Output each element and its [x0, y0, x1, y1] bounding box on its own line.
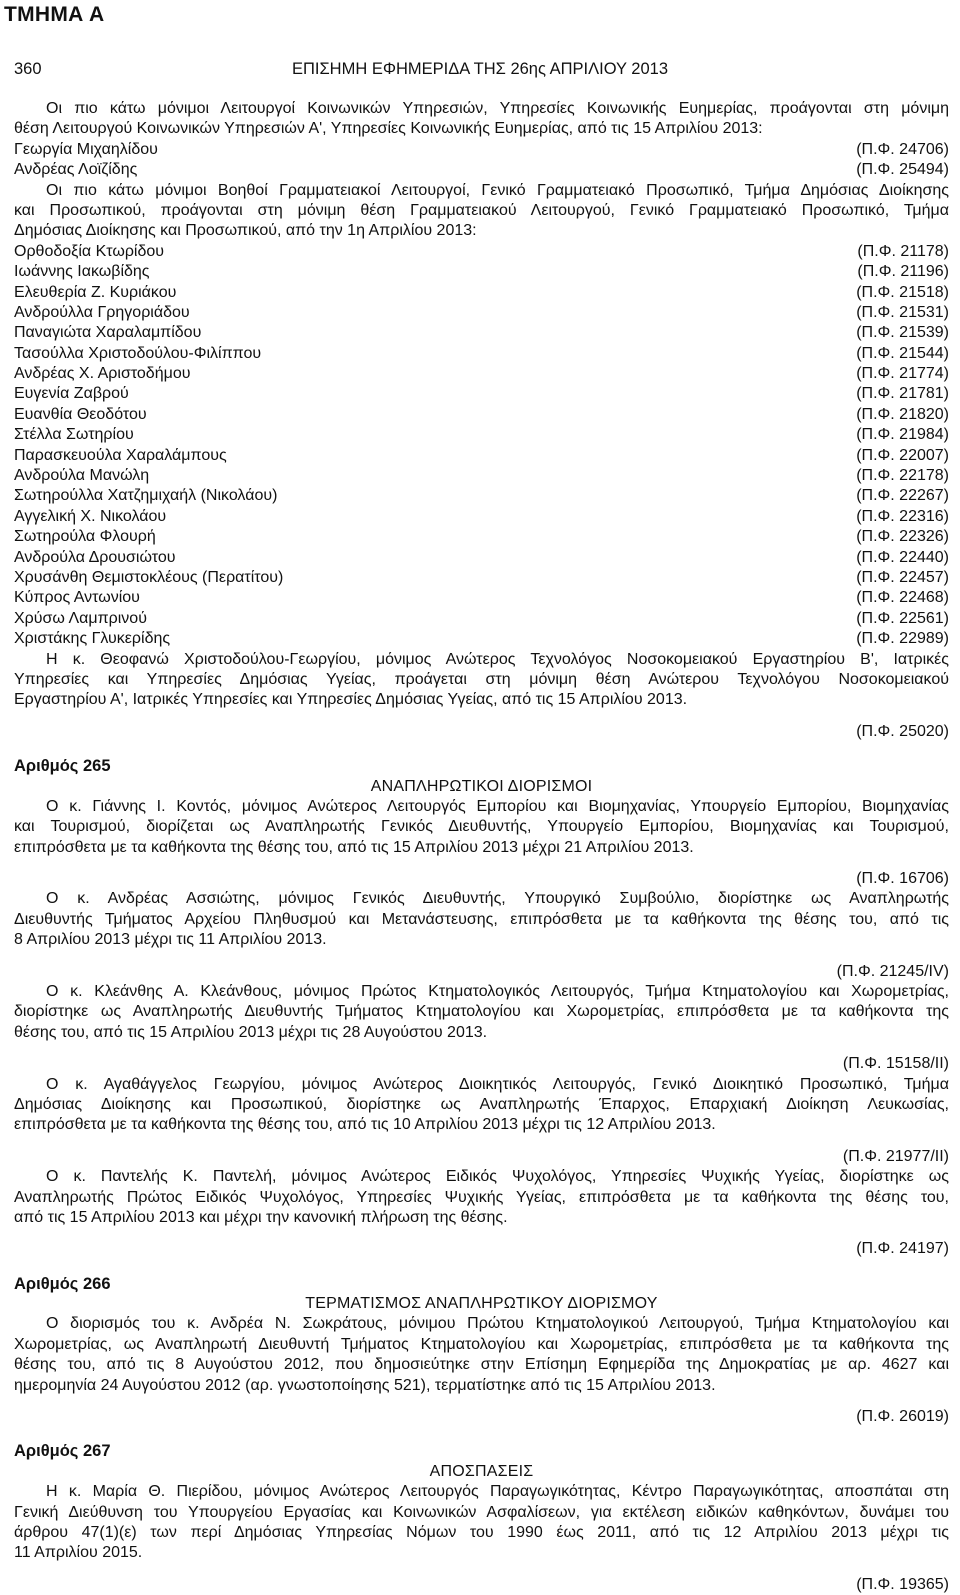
- notice-number: Αριθμός 267: [14, 1442, 111, 1461]
- page-number: 360: [14, 60, 42, 78]
- promotion-block-lab: [14, 650, 949, 743]
- file-ref: (Π.Φ. 21984): [856, 426, 949, 444]
- paragraph-line: Οι πιο κάτω μόνιμοι Λειτουργοί Κοινωνικών Υπηρεσιών, Υπηρεσίες Κοινωνικής Ευημερίας, προάγονται στη μόνιμη: [46, 100, 949, 117]
- person-name: Σωτηρούλλα Χατζημιχαήλ (Νικολάου): [14, 487, 278, 505]
- paragraph-line: θέση Λειτουργού Κοινωνικών Υπηρεσιών Α', Υπηρεσίες Κοινωνικής Ευημερίας, από τις 15 Απριλίου 2013:: [14, 120, 763, 138]
- file-ref: (Π.Φ. 22267): [856, 487, 949, 505]
- person-row: [14, 344, 949, 364]
- person-name: Ανδρούλα Μανώλη: [14, 467, 150, 485]
- paragraph-line: από τις 15 Απριλίου 2013 και μέχρι την κανονική πλήρωση της θέσης.: [14, 1208, 508, 1226]
- paragraph-line: 11 Απριλίου 2015.: [14, 1544, 143, 1562]
- person-name: Σωτηρούλα Φλουρή: [14, 528, 156, 546]
- person-row: [14, 425, 949, 445]
- person-name: Ανδρούλα Δρουσιώτου: [14, 548, 176, 566]
- file-ref: (Π.Φ. 22178): [856, 467, 949, 485]
- person-row: [14, 507, 949, 527]
- file-ref: (Π.Φ. 21539): [856, 324, 949, 342]
- paragraph-line: Ο κ. Αγαθάγγελος Γεωργίου, μόνιμος Ανώτερος Διοικητικός Λειτουργός, Γενικό Διοικητικό Προσωπικό, Τμήμα: [46, 1075, 949, 1093]
- page-header: [14, 60, 946, 84]
- file-ref: (Π.Φ. 25494): [856, 161, 949, 179]
- paragraph-line: Χωρομετρίας, ως Αναπληρωτή Διευθυντή Τμήματος Κτηματολογίου και Χωρομετρίας, επιπρόσθετα με τα καθήκοντα της: [14, 1335, 949, 1353]
- paragraph-line: επιπρόσθετα με τα καθήκοντα της θέσης του, από τις 10 Απριλίου 2013 μέχρι τις 12 Απριλίου 2013.: [14, 1116, 716, 1134]
- paragraph-line: Η κ. Μαρία Θ. Πιερίδου, μόνιμος Ανώτερος Λειτουργός Παραγωγικότητας, Κέντρο Παραγωγικότητας, αποσπάται στη: [46, 1483, 949, 1501]
- appointment-list: [14, 797, 949, 1260]
- notice-266: [14, 1274, 949, 1428]
- person-row: [14, 364, 949, 384]
- document-body: [14, 99, 949, 1595]
- file-ref: (Π.Φ. 24197): [856, 1240, 949, 1258]
- person-name: Τασούλλα Χριστοδούλου-Φιλίππου: [14, 344, 262, 362]
- person-name: Χρυσάνθη Θεμιστοκλέους (Περατίτου): [14, 568, 284, 586]
- gazette-title: ΕΠΙΣΗΜΗ ΕΦΗΜΕΡΙΔΑ ΤΗΣ 26ης ΑΠΡΙΛΙΟΥ 2013: [291, 60, 669, 78]
- paragraph-line: Υπηρεσίες και Υπηρεσίες Δημόσιας Υγείας, προάγεται στη μόνιμη θέση Ανώτερου Τεχνολόγου Νοσοκομειακού: [14, 670, 949, 688]
- notice-title: ΑΝΑΠΛΗΡΩΤΙΚΟΙ ΔΙΟΡΙΣΜΟΙ: [370, 777, 593, 795]
- person-name: Χριστάκης Γλυκερίδης: [14, 630, 171, 648]
- file-ref: (Π.Φ. 24706): [856, 140, 949, 158]
- person-name: Στέλλα Σωτηρίου: [14, 426, 134, 444]
- notice-title: ΑΠΟΣΠΑΣΕΙΣ: [429, 1462, 534, 1480]
- file-ref: (Π.Φ. 22989): [856, 630, 949, 648]
- paragraph-line: 8 Απριλίου 2013 μέχρι τις 11 Απριλίου 2013.: [14, 931, 327, 949]
- paragraph-line: Ο κ. Κλεάνθης Α. Κλεάνθους, μόνιμος Πρώτος Κτηματολογικός Λειτουργός, Τμήμα Κτηματολογίου και Χωρομετρίας,: [46, 983, 949, 1001]
- person-name: Ευγενία Ζαβρού: [14, 385, 129, 403]
- appointment-entry: [14, 1075, 949, 1168]
- paragraph-line: και Τουρισμού, διορίζεται ως Αναπληρωτής Γενικός Διευθυντής, Υπουργείο Εμπορίου, Βιομηχανίας και Τουρισμού,: [14, 818, 949, 836]
- person-row: [14, 446, 949, 466]
- file-ref: (Π.Φ. 16706): [856, 870, 949, 888]
- appointment-entry: [14, 889, 949, 982]
- person-name: Κύπρος Αντωνίου: [14, 589, 140, 607]
- file-ref: (Π.Φ. 21196): [857, 263, 949, 281]
- person-name: Ανδρέας Λοϊζίδης: [14, 161, 138, 179]
- file-ref: (Π.Φ. 26019): [856, 1408, 949, 1426]
- person-row: [14, 384, 949, 404]
- file-ref: (Π.Φ. 22468): [856, 589, 949, 607]
- person-row: [14, 527, 949, 547]
- section-label: ΤΜΗΜΑ Α: [4, 3, 105, 26]
- person-name: Παρασκευούλα Χαραλάμπους: [14, 446, 227, 464]
- paragraph-line: διορίστηκε ως Αναπληρωτής Διευθυντής Τμήματος Κτηματολογίου και Χωρομετρίας, επιπρόσθετα με τα καθήκοντα της: [14, 1003, 949, 1021]
- file-ref: (Π.Φ. 21774): [856, 365, 949, 383]
- file-ref: (Π.Φ. 21518): [856, 283, 949, 301]
- person-row: [14, 262, 949, 282]
- file-ref: (Π.Φ. 15158/II): [842, 1055, 949, 1073]
- file-ref: (Π.Φ. 22316): [856, 507, 949, 525]
- appointment-entry: [14, 797, 949, 890]
- notice-265: [14, 756, 949, 1260]
- person-name: Ελευθερία Ζ. Κυριάκου: [14, 283, 177, 301]
- paragraph-line: Ο κ. Ανδρέας Ασσιώτης, μόνιμος Γενικός Διευθυντής, Υπουργικό Συμβούλιο, διορίστηκε ως Αναπληρωτής: [46, 890, 949, 908]
- paragraph-line: Δημόσιας Διοίκησης και Προσωπικού, από την 1η Απριλίου 2013:: [14, 222, 477, 240]
- notice-number: Αριθμός 265: [14, 757, 111, 776]
- person-row: [14, 568, 949, 588]
- person-row: [14, 160, 949, 180]
- paragraph-line: και Προσωπικού, προάγονται στη μόνιμη θέση Γραμματειακού Λειτουργού, Γενικό Γραμματειακό Προσωπικό, Τμήμα: [14, 201, 949, 219]
- notice-title: ΤΕΡΜΑΤΙΣΜΟΣ ΑΝΑΠΛΗΡΩΤΙΚΟΥ ΔΙΟΡΙΣΜΟΥ: [305, 1295, 658, 1313]
- file-ref: (Π.Φ. 22561): [856, 609, 949, 627]
- file-ref: (Π.Φ. 22007): [856, 446, 949, 464]
- person-row: [14, 242, 949, 262]
- paragraph-line: Η κ. Θεοφανώ Χριστοδούλου-Γεωργίου, μόνιμος Ανώτερος Τεχνολόγος Νοσοκομειακού Εργαστηρίου Β', Ιατρικές: [46, 650, 949, 668]
- file-ref: (Π.Φ. 22440): [856, 548, 949, 566]
- file-ref: (Π.Φ. 22457): [856, 568, 949, 586]
- person-name: Ανδρούλλα Γρηγοριάδου: [14, 303, 190, 321]
- person-list: [14, 242, 949, 650]
- paragraph-line: ημερομηνία 24 Αυγούστου 2012 (αρ. γνωστοποίησης 521), τερματίστηκε από τις 15 Απριλίου 2013.: [14, 1376, 716, 1394]
- file-ref: (Π.Φ. 22326): [856, 528, 949, 546]
- promotion-block-secretarial: [14, 181, 949, 650]
- person-row: [14, 466, 949, 486]
- file-ref: (Π.Φ. 21820): [856, 405, 949, 423]
- person-row: [14, 486, 949, 506]
- person-name: Χρύσω Λαμπρινού: [14, 609, 147, 627]
- person-row: [14, 609, 949, 629]
- person-name: Αγγελική Χ. Νικολάου: [14, 507, 167, 525]
- person-row: [14, 303, 949, 323]
- promotion-block-social-services: [14, 99, 949, 181]
- person-name: Γεωργία Μιχαηλίδου: [14, 140, 158, 158]
- paragraph-line: Διευθυντής Τμήματος Αρχείου Πληθυσμού και Μετανάστευσης, επιπρόσθετα με τα καθήκοντα της θέσης του, από τις: [14, 910, 949, 928]
- person-name: Παναγιώτα Χαραλαμπίδου: [14, 324, 202, 342]
- paragraph-line: επιπρόσθετα με τα καθήκοντα της θέσης του, από τις 15 Απριλίου 2013 μέχρι 21 Απριλίου 2013.: [14, 838, 694, 856]
- file-ref: (Π.Φ. 21245/IV): [836, 962, 949, 980]
- paragraph-line: Ο κ. Παντελής Κ. Παντελή, μόνιμος Ανώτερος Ειδικός Ψυχολόγος, Υπηρεσίες Ψυχικής Υγείας, διορίστηκε ως: [46, 1168, 949, 1186]
- paragraph-line: Ο διορισμός του κ. Ανδρέα Ν. Σωκράτους, μόνιμου Πρώτου Κτηματολογικού Λειτουργού, Τμήμα Κτηματολογίου και: [46, 1315, 949, 1333]
- appointment-entry: [14, 982, 949, 1075]
- paragraph-line: Γενική Διεύθυνση του Υπουργείου Εργασίας και Κοινωνικών Ασφαλίσεων, για εκτέλεση ειδικών καθηκόντων, δυνάμει του: [14, 1503, 949, 1521]
- file-ref: (Π.Φ. 21178): [857, 242, 949, 260]
- appointment-entry: [14, 1167, 949, 1260]
- file-ref: (Π.Φ. 21781): [856, 385, 949, 403]
- paragraph-line: Εργαστηρίου Α', Ιατρικές Υπηρεσίες και Υπηρεσίες Δημόσιας Υγείας, από τις 15 Απριλίου 2013.: [14, 691, 688, 709]
- paragraph-line: Δημόσιας Διοίκησης και Προσωπικού, διορίστηκε ως Αναπληρωτής Έπαρχος, Επαρχιακή Διοίκηση Λευκωσίας,: [14, 1095, 949, 1113]
- person-name: Ανδρέας Χ. Αριστοδήμου: [14, 365, 191, 383]
- file-ref: (Π.Φ. 21977/II): [842, 1147, 949, 1165]
- person-name: Ευανθία Θεοδότου: [14, 405, 147, 423]
- person-row: [14, 283, 949, 303]
- file-ref: (Π.Φ. 21544): [856, 344, 949, 362]
- paragraph-line: Ο κ. Γιάννης Ι. Κοντός, μόνιμος Ανώτερος Λειτουργός Εμπορίου και Βιομηχανίας, Υπουργείο Εμπορίου, Βιομηχανίας: [46, 797, 949, 815]
- file-ref: (Π.Φ. 21531): [856, 303, 949, 321]
- person-row: [14, 629, 949, 649]
- person-name: Ορθοδοξία Κτωρίδου: [14, 242, 165, 260]
- paragraph-line: θέσης του, από τις 8 Αυγούστου 2012, που δημοσιεύτηκε στην Επίσημη Εφημερίδα της Δημοκρατίας με αρ. 4627 και: [14, 1356, 949, 1374]
- person-row: [14, 588, 949, 608]
- person-row: [14, 323, 949, 343]
- person-row: [14, 140, 949, 160]
- paragraph-line: θέσης του, από τις 15 Απριλίου 2013 μέχρι τις 28 Αυγούστου 2013.: [14, 1023, 488, 1041]
- person-name: Ιωάννης Ιακωβίδης: [14, 263, 150, 281]
- person-row: [14, 405, 949, 425]
- file-ref: (Π.Φ. 25020): [856, 722, 949, 740]
- paragraph-line: άρθρου 47(1)(ε) των περί Δημόσιας Υπηρεσίας Νόμων του 1990 έως 2011, από τις 12 Απριλίου 2013 μέχρι τις: [14, 1524, 949, 1541]
- file-ref: (Π.Φ. 19365): [856, 1575, 949, 1593]
- paragraph-line: Αναπληρωτής Πρώτος Ειδικός Ψυχολόγος, Υπηρεσίες Ψυχικής Υγείας, επιπρόσθετα με τα καθήκοντα της θέσης του,: [14, 1188, 949, 1206]
- person-row: [14, 548, 949, 568]
- paragraph-line: Οι πιο κάτω μόνιμοι Βοηθοί Γραμματειακοί Λειτουργοί, Γενικό Γραμματειακό Προσωπικό, Τμήμα Δημόσιας Διοίκησης: [46, 181, 949, 199]
- notice-number: Αριθμός 266: [14, 1274, 111, 1293]
- notice-267: [14, 1441, 949, 1595]
